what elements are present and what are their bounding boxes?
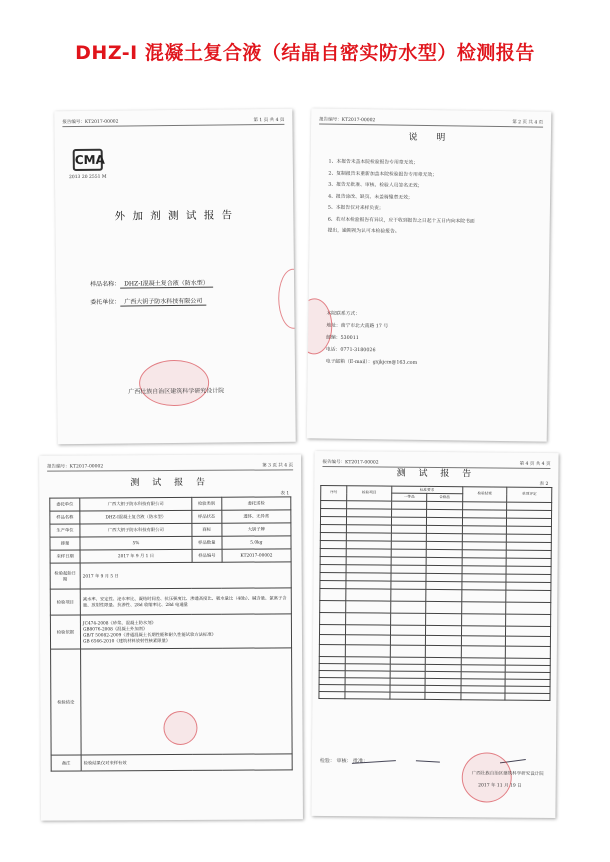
- note-item: 6、若对本检验报告有异议，应于收到报告之日起十五日内向本院书面: [327, 217, 475, 225]
- report-number: 报告编号：KT2017-00002: [319, 117, 376, 124]
- page-header: [62, 117, 284, 127]
- document-title: DHZ-I 混凝土复合液（结晶自密实防水型）检测报告: [75, 42, 535, 64]
- test-info-page: [39, 454, 303, 820]
- note-item: 4、报告涂改、缺页、未盖骑缝章无效；: [328, 194, 413, 201]
- sample-name-field: 样品名称： DHZ-Ⅰ混凝土复合液（防水型）: [90, 278, 213, 288]
- page-header: [47, 462, 293, 471]
- test-report-title: 测 试 报 告: [396, 468, 477, 480]
- table-number: 表 1: [280, 491, 290, 497]
- note-item: 提出，逾期视为认可本检验报告。: [327, 228, 400, 235]
- page-number: 第 3 页 共 4 页: [262, 463, 294, 469]
- sample-name-value: DHZ-Ⅰ混凝土复合液（防水型）: [120, 280, 213, 289]
- notes-title: 说 明: [408, 132, 454, 144]
- official-seal-stamp: [462, 752, 512, 802]
- test-seal-stamp: [163, 710, 197, 744]
- report-number: 报告编号：KT2017-00002: [322, 460, 379, 466]
- cma-logo: CMA: [73, 149, 103, 171]
- institute-name: 广西壮族自治区建筑科学研究设计院: [128, 387, 225, 396]
- notes-page: [307, 108, 552, 441]
- note-item: 5、本报告仅对来样负责；: [327, 205, 384, 212]
- test-info-table: 委托单位 广西大钥子防水科技有限公司 检验类别 委托送检 样品名称 DHZ-Ⅰ混凝土复合液（防水型） 样品状态 透体、无异常 生产单位 广西大钥子防水科技有限公司 商标 大钥子牌 掺量 5% 样品数量 5.0kg 来样日期 2017 年 9 月 1 日 样品编号 KT2017-00002 检验起始日期 2017 年 9 月 5 日 检验项目 减水率、安定性、泌水率比、凝结时间差、抗压强度比、渗透高度比、吸水量比（48h）、碱含量、氯离子含量、放射性限量、抗渗性、28d 收缩率比、28d 电通量 检验依据 JC474-2008《砂浆、混凝土防水剂》 GB8076-2008《混凝土外加剂》 GB/T 50082-2009《普通混凝土长期性能和耐久性能试验方法标准》 GB 6566-2010《建筑材料放射性核素限量》 检验结论 备注 检验结果仅对来样有效: [49, 496, 292, 771]
- test-results-page: [311, 451, 558, 818]
- note-item: 2、复制报告未重新加盖本院检验报告专用章无效；: [328, 171, 438, 178]
- cover-page: [54, 109, 295, 444]
- conclusion-cell: [81, 648, 293, 755]
- client-value: 广西大钥子防水科技有限公司: [120, 298, 206, 307]
- report-title: 外 加 剂 测 试 报 告: [114, 209, 235, 223]
- notes-list: [328, 157, 541, 240]
- contact-info: [326, 309, 418, 370]
- table-number: 表 2: [539, 481, 549, 487]
- contact-heading: 本院联系方式：: [326, 311, 361, 318]
- contact-phone: 电话：0771-3180026: [325, 347, 376, 354]
- table-row: [319, 691, 550, 700]
- test-results-table: 序号 检验项目 标准要求 检验结果 单项评定 一等品 合格品: [318, 485, 552, 701]
- client-field: 委托单位： 广西大钥子防水科技有限公司: [90, 296, 206, 306]
- report-number: 报告编号：KT2017-00002: [47, 464, 104, 470]
- seam-seal-stamp: [278, 269, 296, 329]
- page-number: 第 4 页 共 4 页: [519, 461, 551, 468]
- note-item: 3、报告无批准、审核、检验人员签名无效；: [328, 182, 423, 189]
- contact-postcode: 邮编：530011: [326, 335, 359, 342]
- basis-list: JC474-2008《砂浆、混凝土防水剂》 GB8076-2008《混凝土外加剂》 GB/T 50082-2009《普通混凝土长期性能和耐久性能试验方法标准》 GB 6566-2010《建筑材料放射性核素限量》: [80, 614, 291, 649]
- cma-number: 2013 20 2551 M: [68, 174, 107, 181]
- page-number: 第 1 页 共 4 页: [253, 117, 285, 124]
- report-date: 2017 年 11 月 19 日: [478, 783, 522, 789]
- report-number: 报告编号：KT2017-00002: [62, 119, 119, 126]
- signature-line: 检验： 审核： 批准：: [319, 758, 369, 765]
- page-number: 第 2 页 共 4 页: [512, 120, 544, 126]
- contact-email: 电子邮箱（E-mail）：gxjkjcm@163.com: [325, 359, 418, 366]
- test-report-title: 测 试 报 告: [130, 477, 211, 489]
- official-seal-stamp: [139, 360, 209, 407]
- note-item: 1、本报告未盖本院检验报告专用章无效；: [328, 159, 418, 166]
- page-header: [319, 116, 543, 127]
- contact-address: 地址：南宁市北大南路 17 号: [326, 323, 389, 330]
- institute-name: 广西壮族自治区建筑科学研究设计院: [471, 771, 544, 777]
